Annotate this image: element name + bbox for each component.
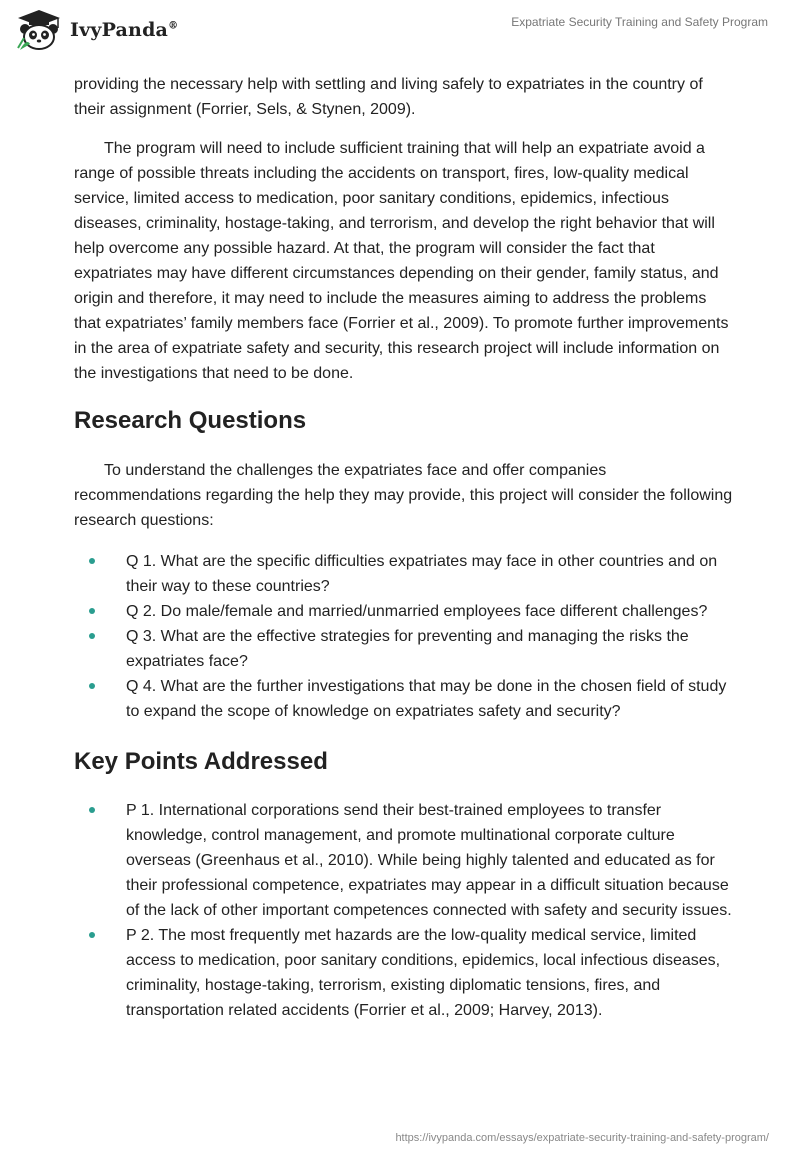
bullet-icon xyxy=(89,633,95,639)
list-item xyxy=(74,549,734,599)
logo-text: IvyPanda® xyxy=(70,19,179,41)
list-item xyxy=(74,599,734,624)
list-item-text: Q 4. What are the further investigations that may be done in the chosen field of study to expand the scope of knowledge on expatriates safety and security? xyxy=(126,678,727,720)
list-item xyxy=(74,798,734,923)
list-item-text: Q 1. What are the specific difficulties expatriates may face in other countries and on their way to these countries? xyxy=(126,553,718,595)
essay-content xyxy=(74,72,734,1023)
list-item-text: Q 3. What are the effective strategies for preventing and managing the risks the expatriates face? xyxy=(126,628,689,670)
bullet-icon xyxy=(89,608,95,614)
key-points-list xyxy=(74,798,734,1023)
program-paragraph: The program will need to include sufficient training that will help an expatriate avoid a range of possible threats including the accidents on transport, fires, low-quality medical service, limited access to medication, poor sanitary conditions, epidemics, infectious diseases, criminality, hostage-taking, and terrorism, and develop the right behavior that will help overcome any possible hazard. At that, the program will consider the fact that expatriates may have different circumstances depending on their gender, family status, and origin and therefore, it may need to include the measures aiming to address the problems that expatriates’ family members face (Forrier et al., 2009). To promote further improvements in the area of expatriate safety and security, this research project will include information on the investigations that need to be done. xyxy=(74,140,729,382)
intro-paragraph: providing the necessary help with settling and living safely to expatriates in the country of their assignment (Forrier, Sels, & Stynen, 2009). xyxy=(74,76,703,118)
list-item xyxy=(74,624,734,674)
bullet-icon xyxy=(89,558,95,564)
page-header xyxy=(0,0,800,70)
list-item-text: P 2. The most frequently met hazards are the low-quality medical service, limited access to medication, poor sanitary conditions, epidemics, local infectious diseases, criminality, hostage-taking, terrorism, existing diplomatic tensions, fires, and transportation related accidents (Forrier et al., 2009; Harvey, 2013). xyxy=(126,927,721,1019)
research-questions-list xyxy=(74,549,734,724)
panda-icon xyxy=(14,8,64,52)
list-item xyxy=(74,923,734,1023)
list-item xyxy=(74,674,734,724)
key-points-heading: Key Points Addressed xyxy=(74,748,328,775)
ivypanda-logo[interactable] xyxy=(14,8,178,52)
list-item-text: P 1. International corporations send their best-trained employees to transfer knowledge, control management, and promote multinational corporate culture overseas (Greenhaus et al., 2010). While being highly talented and educated as for their professional competence, expatriates may appear in a difficult situation because of the lack of other important competences connected with safety and security issues. xyxy=(126,802,732,919)
research-questions-intro: To understand the challenges the expatriates face and offer companies recommendations regarding the help they may provide, this project will consider the following research questions: xyxy=(74,462,733,529)
document-title: Expatriate Security Training and Safety Program xyxy=(511,15,768,29)
bullet-icon xyxy=(89,683,95,689)
list-item-text: Q 2. Do male/female and married/unmarried employees face different challenges? xyxy=(126,603,708,620)
bullet-icon xyxy=(89,807,95,813)
research-questions-heading: Research Questions xyxy=(74,407,307,434)
bullet-icon xyxy=(89,932,95,938)
source-url[interactable]: https://ivypanda.com/essays/expatriate-security-training-and-safety-program/ xyxy=(395,1132,769,1144)
